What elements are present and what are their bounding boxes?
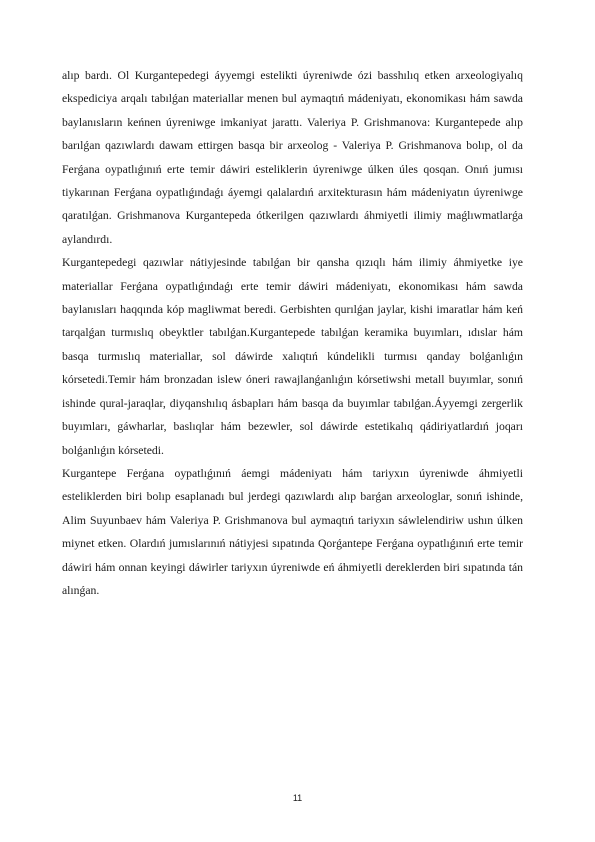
paragraph-2: Kurgantepedegi qazıwlar nátiyjesinde tabılǵan bir qansha qızıqlı hám ilimiy áhmiyetke iye materiallar Ferǵana oypatlıǵındaǵı erte temir dáwiri mádeniyatı, ekonomikası hám sawda baylanısları haqqında kóp magliwmat beredi. Gerbishten qurılǵan jaylar, kishi imaratlar hám keń tarqalǵan turmıslıq obeyktler tabılǵan.Kurgantepede tabılǵan keramika buyımları, ıdıslar hám basqa turmıslıq materiallar, sol dáwirde xalıqtıń kúndelikli turmısı qanday bolǵanlıǵın kórsetedi.Temir hám bronzadan islew óneri rawajlanǵanlıǵın kórsetiwshi metall buyımlar, sonıń ishinde qural-jaraqlar, diyqanshılıq ásbapları hám basqa da buyımlar tabılǵan.Áyyemgi zergerlik buyımları, gáwharlar, baslıqlar hám bezewler, sol dáwirde estetikalıq qádiriyatlardıń joqarı bolǵanlıǵın kórsetedi. — [62, 256, 523, 457]
document-page — [62, 64, 523, 602]
page-number: 11 — [292, 793, 303, 803]
paragraph-3: Kurgantepe Ferǵana oypatlıǵınıń áemgi mádeniyatı hám tariyxın úyreniwde áhmiyetli esteliklerden biri bolıp esaplanadı bul jerdegi qazıwlardı alıp barǵan arxeologlar, sonıń ishinde, Alim Suyunbaev hám Valeriya P. Grishmanova bul aymaqtıń tariyxın sáwlelendiriw ushın úlken miynet etken. Olardıń jumıslarınıń nátiyjesi sıpatında Qorǵantepe Ferǵana oypatlıǵınıń erte temir dáwiri hám onnan keyingi dáwirler tariyxın úyreniwde eń áhmiyetli dereklerden biri sıpatında tán alınǵan. — [62, 466, 523, 597]
paragraph-1: alıp bardı. Ol Kurgantepedegi áyyemgi estelikti úyreniwde ózi basshılıq etken arxeologiyalıq ekspediciya arqalı tabılǵan materiallar menen bul aymaqtıń mádeniyatı, ekonomikası hám sawda baylanısların keńnen úyreniwge imkaniyat jarattı. Valeriya P. Grishmanova: Kurgantepede alıp barılǵan qazıwlardı dawam ettirgen basqa bir arxeolog - Valeriya P. Grishmanova bolıp, ol da Ferǵana oypatlıǵınıń erte temir dáwiri esteliklerin úyreniwge úlken úles qosqan. Onıń jumısı tiykarınan Ferǵana oypatlıǵındaǵı áyemgi qalalardıń arxitekturasın hám mádeniyatın úyreniwge qaratılǵan. Grishmanova Kurgantepeda ótkerilgen qazıwlardı áhmiyetli ilimiy maǵlıwmatlarǵa aylandırdı. — [62, 69, 523, 246]
